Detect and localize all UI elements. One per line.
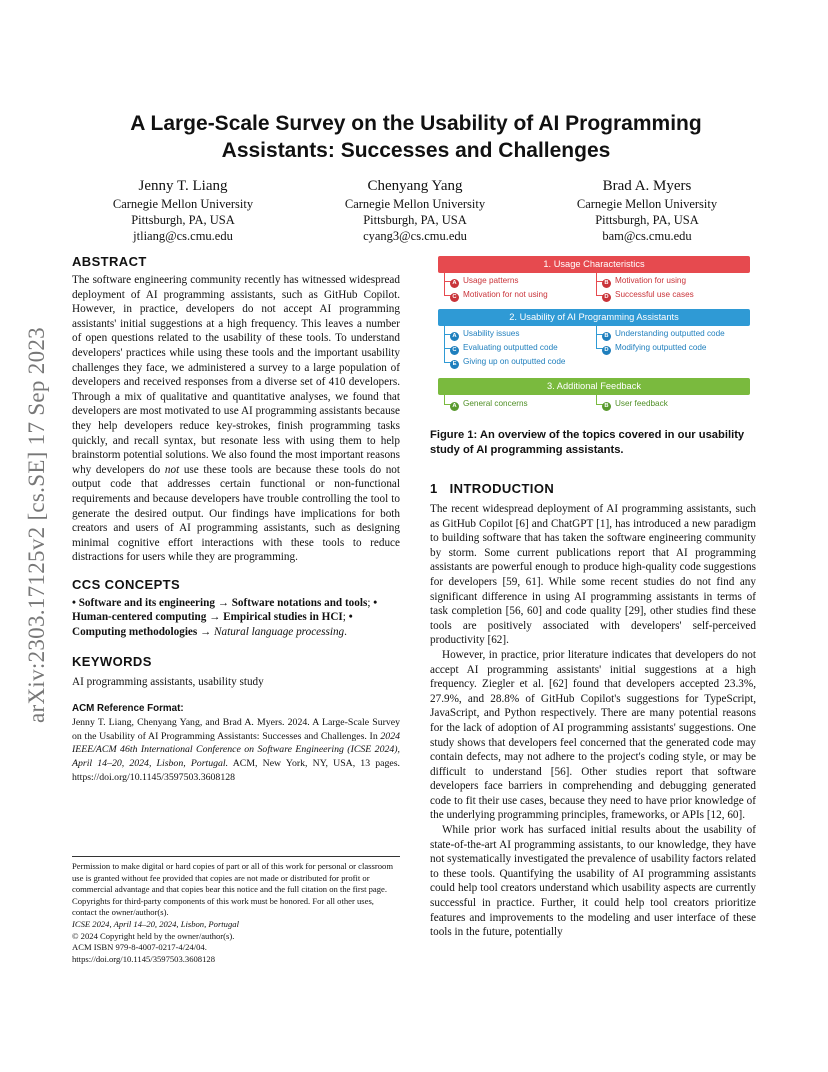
permission-notice: Permission to make digital or hard copies of part or all of this work for personal or classroom use is granted without fee provided that copies are not made or distributed for profit or commercial advantage and that copies bear this notice and the full citation on the first page. Copyrights for third-party components of this work must be honored. For all other uses, contact the owner/author(s). (72, 861, 393, 918)
abstract-text (72, 273, 400, 565)
group-2-header: 2. Usability of AI Programming Assistants (438, 309, 750, 326)
item-label: Motivation for not using (463, 290, 548, 299)
figure-1 (438, 256, 750, 417)
group-3-items (438, 395, 750, 417)
ccs-concept-1: • Software and its engineering → Software notations and tools (72, 596, 368, 609)
figure-caption: Figure 1: An overview of the topics covered in our usability study of AI programming assistants. (430, 429, 745, 456)
giving-up-on-outputted-code-item (450, 356, 565, 369)
footnote-isbn: ACM ISBN 979-8-4007-0217-4/24/04. (72, 942, 207, 953)
author-name: Jenny T. Liang (138, 178, 228, 194)
ccs-sep-1: ; (367, 596, 374, 609)
paper-title: A Large-Scale Survey on the Usability of AI Programming Assistants: Successes and Challenges (130, 112, 702, 162)
intro-paragraph-3: While prior work has surfaced initial results about the usability of state-of-the-art AI programming assistants, to our knowledge, they have not systematically investigated the prevalence of usability factors related to these tools. Quantifying the usability of AI programming assistants could help tool creators understand which usability aspects are currently successful in practice. Further, it could help tool creators prioritize features and improvements to the modeling and user interface of these tools in the future, potentially (430, 824, 756, 939)
badge-b-icon: B (602, 332, 611, 341)
copyright-footnote (72, 856, 400, 965)
author-2 (302, 176, 528, 244)
item-label: User feedback (615, 399, 668, 408)
author-email: bam@cs.cmu.edu (602, 229, 692, 243)
badge-a-icon: A (450, 279, 459, 288)
item-label: Usage patterns (463, 276, 519, 285)
item-label: Evaluating outputted code (463, 343, 558, 352)
acm-ref-part-2: ACM, New York, NY, USA, 13 pages. https://doi.org/10.1145/3597503.3608128 (72, 758, 400, 783)
group-3-header: 3. Additional Feedback (438, 378, 750, 395)
item-label: Usability issues (463, 329, 520, 338)
footnote-venue: ICSE 2024, April 14–20, 2024, Lisbon, Portugal (72, 918, 239, 929)
group-2-items (438, 326, 750, 378)
introduction-heading: 1 INTRODUCTION (430, 481, 555, 496)
ccs-concept-3: • Computing methodologies → (72, 611, 353, 639)
usability-issues-item (450, 328, 519, 341)
author-3 (534, 176, 760, 244)
item-label: Modifying outputted code (615, 343, 707, 352)
successful-use-cases-item (602, 289, 694, 302)
author-location: Pittsburgh, PA, USA (363, 213, 467, 227)
left-column (72, 252, 400, 784)
acm-reference-heading: ACM Reference Format: (72, 703, 184, 715)
motivation-for-not-using-item (450, 289, 548, 302)
author-block (70, 176, 760, 244)
item-label: Understanding outputted code (615, 329, 725, 338)
abstract-text-part-2: use these tools are because these tools do not output code that addresses certain functional or non-functional requirements and because developers have trouble controlling the tool to generate the desired output. Our findings have implications for both creators and users of AI programming assistants, such as designing minimal cognitive effort interactions with these tools to reduce distractions for users while they are programming. (72, 463, 400, 564)
badge-d-icon: D (602, 293, 611, 302)
badge-e-icon: E (450, 360, 459, 369)
arxiv-identifier: arXiv:2303.17125v2 [cs.SE] 17 Sep 2023 (24, 327, 49, 723)
abstract-emphasis: not (164, 463, 180, 476)
badge-a-icon: A (450, 332, 459, 341)
ccs-concept-3-leaf: Natural language processing (211, 626, 345, 639)
author-email: cyang3@cs.cmu.edu (363, 229, 467, 243)
item-label: Motivation for using (615, 276, 686, 285)
badge-b-icon: B (602, 402, 611, 411)
abstract-text-part-1: The software engineering community recently has witnessed widespread deployment of AI programming assistants, such as GitHub Copilot. However, in practice, developers do not accept AI programming assistants' initial suggestions at a high frequency. This leaves a number of open questions related to the usability of these tools. To understand developers' practices while using these tools and the important usability challenges they face, we administered a survey to a large population of developers and received responses from a diverse set of 410 developers. Through a mix of qualitative and quantitative analyses, we found that developers are most motivated to use AI programming assistants because they help developers reduce key-strokes, finish programming tasks quickly, and recall syntax, but resonate less with using them to help brainstorm potential solutions. We also found the most important reasons why developers do (72, 274, 400, 476)
author-location: Pittsburgh, PA, USA (131, 213, 235, 227)
footnote-doi: https://doi.org/10.1145/3597503.3608128 (72, 953, 215, 964)
badge-c-icon: C (450, 346, 459, 355)
evaluating-outputted-code-item (450, 342, 558, 355)
author-affiliation: Carnegie Mellon University (112, 197, 254, 211)
keywords-heading: KEYWORDS (72, 653, 152, 669)
badge-c-icon: C (450, 293, 459, 302)
item-label: General concerns (463, 399, 528, 408)
group-1-items (438, 273, 750, 309)
keywords-text: AI programming assistants, usability study (72, 675, 264, 688)
badge-b-icon: B (602, 279, 611, 288)
badge-d-icon: D (602, 346, 611, 355)
ccs-sep-2: ; (342, 611, 349, 624)
motivation-for-using-item (602, 275, 686, 288)
ccs-heading: CCS CONCEPTS (72, 576, 181, 592)
acm-ref-part-1: Jenny T. Liang, Chenyang Yang, and Brad A. Myers. 2024. A Large-Scale Survey on the Usability of AI Programming Assistants: Successes and Challenges. In (72, 717, 400, 742)
abstract-heading: ABSTRACT (72, 254, 147, 269)
ccs-concepts (72, 596, 400, 640)
general-concerns-item (450, 398, 528, 411)
author-name: Brad A. Myers (602, 178, 692, 194)
acm-reference-text (72, 716, 400, 784)
ccs-end: . (344, 626, 347, 639)
acm-ref-venue: 2024 IEEE/ACM 46th International Conference on Software Engineering (ICSE 2024), April 14–20, 2024, Lisbon, Portugal. (72, 730, 400, 770)
author-affiliation: Carnegie Mellon University (576, 197, 718, 211)
intro-paragraph-1: The recent widespread deployment of AI programming assistants, such as GitHub Copilot [6] and ChatGPT [1], has introduced a new paradigm to building software that has taken the software engineering community by storm. Some current publications report that AI programming assistants are powerful enough to produce high-quality code suggestions for developers [59, 61]. While some recent studies do not find any significant difference in using AI programming assistants in terms of task completion [56, 60] and code quality [29], other studies find these tools are positively associated with developers' self-perceived productivity [62]. (430, 503, 756, 647)
item-label: Giving up on outputted code (463, 357, 566, 366)
usage-patterns-item (450, 275, 519, 288)
footnote-copyright: © 2024 Copyright held by the owner/author(s). (72, 930, 235, 941)
ccs-concept-2: • Human-centered computing → Empirical studies in HCI (72, 596, 378, 624)
understanding-outputted-code-item (602, 328, 725, 341)
group-1-header: 1. Usage Characteristics (438, 256, 750, 273)
intro-paragraph-2: However, in practice, prior literature indicates that developers do not accept AI programming assistants' initial suggestions at a high frequency. Ziegler et al. [62] found that developers accepted 23.3%, 27.9%, and 28.8% of GitHub Copilot's suggestions for TypeScript, JavaScript, and Python respectively. There are many potential reasons for the lack of adoption of AI programming assistants' suggestions. One study shows that developers feel concerned that the generated code may contain defects, may not adhere to the project's coding style, or may be difficult to understand [56]. Other studies report that software developers face barriers in comprehending and debugging generated code to fit their use cases, because they need to have prior knowledge of the underlying programming principles, frameworks, or APIs [12, 60]. (430, 648, 756, 822)
author-1 (70, 176, 296, 244)
introduction-section (430, 481, 756, 940)
badge-a-icon: A (450, 402, 459, 411)
arxiv-side-stamp (22, 290, 52, 760)
item-label: Successful use cases (615, 290, 694, 299)
modifying-outputted-code-item (602, 342, 707, 355)
author-location: Pittsburgh, PA, USA (595, 213, 699, 227)
author-name: Chenyang Yang (367, 178, 463, 194)
author-email: jtliang@cs.cmu.edu (133, 229, 233, 243)
user-feedback-item (602, 398, 668, 411)
author-affiliation: Carnegie Mellon University (344, 197, 486, 211)
